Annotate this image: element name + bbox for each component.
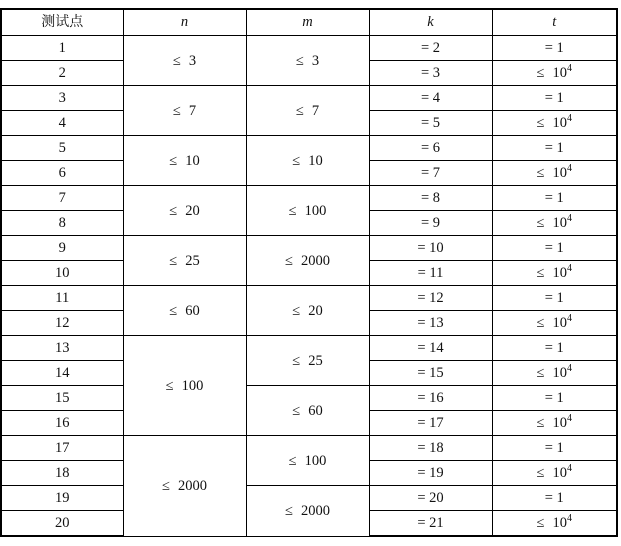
t-base: 10: [552, 415, 567, 431]
table-row: [1, 236, 617, 261]
t-number: 1: [556, 290, 564, 306]
t-exponent: 4: [566, 513, 572, 524]
t-operator: =: [544, 140, 553, 156]
m-constraint-operator: ≤: [292, 302, 301, 319]
n-constraint-operator: ≤: [172, 102, 181, 119]
k-number: 21: [429, 515, 444, 531]
test-point-id: 17: [1, 436, 123, 461]
k-value: [369, 511, 492, 537]
m-constraint: [246, 436, 369, 486]
n-constraint: [123, 336, 246, 436]
t-value: [492, 486, 617, 511]
k-operator: =: [420, 190, 430, 206]
n-constraint: [123, 286, 246, 336]
t-value: [492, 186, 617, 211]
k-value: [369, 111, 492, 136]
n-constraint-operator: ≤: [165, 377, 174, 394]
t-value: [492, 336, 617, 361]
k-value: [369, 436, 492, 461]
k-value: [369, 311, 492, 336]
k-value: [369, 161, 492, 186]
k-operator: =: [417, 365, 426, 381]
k-number: 6: [432, 140, 441, 156]
t-value: [492, 111, 617, 136]
t-operator: ≤: [536, 465, 545, 481]
n-constraint-operator: ≤: [169, 252, 178, 269]
t-base: 10: [552, 265, 567, 281]
table-row: [1, 336, 617, 361]
test-point-id: 18: [1, 461, 123, 486]
t-base: 10: [552, 315, 567, 331]
t-operator: =: [544, 90, 553, 106]
k-number: 7: [432, 165, 441, 181]
t-value: [492, 511, 617, 537]
t-exponent: 4: [566, 313, 572, 324]
t-base: 10: [552, 115, 567, 131]
test-point-id: 2: [1, 61, 123, 86]
n-constraint: [123, 436, 246, 537]
test-point-id: 13: [1, 336, 123, 361]
k-value: [369, 61, 492, 86]
t-exponent: 4: [566, 363, 572, 374]
t-base: 10: [552, 365, 567, 381]
k-number: 5: [432, 115, 441, 131]
t-value: [492, 436, 617, 461]
k-value: [369, 461, 492, 486]
k-operator: =: [417, 290, 426, 306]
t-number: 1: [556, 140, 564, 156]
t-value: [492, 136, 617, 161]
t-operator: ≤: [536, 365, 545, 381]
k-number: 18: [429, 440, 444, 456]
m-constraint: [246, 486, 369, 537]
t-operator: =: [544, 240, 553, 256]
t-value: [492, 211, 617, 236]
k-number: 3: [432, 65, 441, 81]
t-number: 1: [556, 90, 564, 106]
t-value: [492, 36, 617, 61]
k-operator: =: [420, 90, 430, 106]
m-constraint-operator: ≤: [292, 152, 301, 169]
t-exponent: 4: [566, 63, 572, 74]
table-header-row: [1, 9, 617, 36]
m-constraint-value: 2000: [300, 502, 330, 519]
n-constraint-operator: ≤: [172, 52, 181, 69]
t-exponent: 4: [566, 263, 572, 274]
k-operator: =: [417, 515, 426, 531]
m-constraint: [246, 386, 369, 436]
t-base: 10: [552, 165, 567, 181]
t-base: 10: [552, 65, 567, 81]
test-point-id: 19: [1, 486, 123, 511]
n-constraint: [123, 236, 246, 286]
k-operator: =: [420, 40, 430, 56]
n-constraint: [123, 136, 246, 186]
header-n: n: [123, 9, 246, 36]
m-constraint-operator: ≤: [285, 502, 293, 519]
k-operator: =: [420, 165, 430, 181]
k-value: [369, 236, 492, 261]
m-constraint-value: 25: [308, 352, 323, 369]
t-value: [492, 411, 617, 436]
k-value: [369, 386, 492, 411]
t-operator: =: [544, 340, 553, 356]
n-constraint-value: 25: [185, 252, 200, 269]
header-t: t: [492, 9, 617, 36]
k-value: [369, 286, 492, 311]
n-constraint: [123, 36, 246, 86]
k-value: [369, 361, 492, 386]
t-operator: ≤: [536, 265, 545, 281]
m-constraint: [246, 36, 369, 86]
k-number: 13: [429, 315, 444, 331]
m-constraint: [246, 86, 369, 136]
k-number: 19: [429, 465, 444, 481]
t-operator: ≤: [536, 415, 545, 431]
header-test-point: 测试点: [1, 9, 123, 36]
k-operator: =: [417, 390, 426, 406]
k-number: 8: [432, 190, 441, 206]
t-operator: =: [544, 40, 553, 56]
m-constraint-operator: ≤: [285, 252, 293, 269]
m-constraint-operator: ≤: [295, 102, 304, 119]
t-operator: =: [544, 190, 553, 206]
k-operator: =: [417, 490, 426, 506]
table-row: [1, 386, 617, 411]
m-constraint-value: 3: [311, 52, 320, 69]
table-row: [1, 486, 617, 511]
t-number: 1: [556, 440, 564, 456]
n-constraint-value: 3: [188, 52, 197, 69]
k-operator: =: [417, 415, 426, 431]
test-point-id: 16: [1, 411, 123, 436]
t-number: 1: [556, 490, 564, 506]
k-number: 10: [429, 240, 444, 256]
test-point-id: 11: [1, 286, 123, 311]
test-point-id: 10: [1, 261, 123, 286]
t-number: 1: [556, 340, 564, 356]
t-value: [492, 461, 617, 486]
k-value: [369, 86, 492, 111]
table-row: [1, 86, 617, 111]
t-value: [492, 86, 617, 111]
t-operator: ≤: [536, 165, 545, 181]
t-operator: ≤: [536, 315, 545, 331]
t-value: [492, 236, 617, 261]
table-row: [1, 136, 617, 161]
m-constraint-operator: ≤: [295, 52, 304, 69]
t-base: 10: [552, 515, 567, 531]
t-value: [492, 161, 617, 186]
t-operator: =: [544, 290, 553, 306]
k-value: [369, 411, 492, 436]
test-point-id: 20: [1, 511, 123, 537]
test-point-id: 5: [1, 136, 123, 161]
m-constraint-value: 10: [308, 152, 323, 169]
t-operator: ≤: [536, 115, 545, 131]
test-point-id: 8: [1, 211, 123, 236]
header-m: m: [246, 9, 369, 36]
k-number: 20: [429, 490, 444, 506]
n-constraint-operator: ≤: [162, 477, 170, 494]
n-constraint-value: 20: [185, 202, 200, 219]
t-exponent: 4: [566, 213, 572, 224]
k-number: 16: [429, 390, 444, 406]
header-k: k: [369, 9, 492, 36]
t-value: [492, 261, 617, 286]
m-constraint-operator: ≤: [292, 402, 301, 419]
n-constraint-value: 2000: [177, 477, 207, 494]
table-row: [1, 36, 617, 61]
test-point-id: 6: [1, 161, 123, 186]
k-value: [369, 136, 492, 161]
test-point-id: 7: [1, 186, 123, 211]
t-number: 1: [556, 240, 564, 256]
n-constraint-value: 100: [181, 377, 204, 394]
t-exponent: 4: [566, 463, 572, 474]
test-point-id: 12: [1, 311, 123, 336]
t-value: [492, 311, 617, 336]
k-operator: =: [417, 315, 426, 331]
k-value: [369, 186, 492, 211]
t-operator: ≤: [536, 515, 545, 531]
test-point-id: 14: [1, 361, 123, 386]
t-number: 1: [556, 40, 564, 56]
n-constraint: [123, 186, 246, 236]
k-value: [369, 211, 492, 236]
table-row: [1, 436, 617, 461]
t-value: [492, 361, 617, 386]
k-operator: =: [417, 465, 426, 481]
t-base: 10: [552, 215, 567, 231]
table-row: [1, 286, 617, 311]
m-constraint-value: 60: [308, 402, 323, 419]
test-point-id: 9: [1, 236, 123, 261]
t-value: [492, 386, 617, 411]
n-constraint-operator: ≤: [169, 202, 178, 219]
m-constraint-value: 100: [304, 202, 327, 219]
m-constraint-operator: ≤: [292, 352, 301, 369]
m-constraint-operator: ≤: [288, 202, 297, 219]
k-value: [369, 261, 492, 286]
t-number: 1: [556, 190, 564, 206]
m-constraint: [246, 286, 369, 336]
m-constraint: [246, 136, 369, 186]
t-operator: ≤: [536, 215, 545, 231]
m-constraint: [246, 336, 369, 386]
t-exponent: 4: [566, 113, 572, 124]
k-number: 11: [429, 265, 444, 281]
n-constraint-value: 7: [188, 102, 197, 119]
k-number: 12: [429, 290, 444, 306]
k-value: [369, 486, 492, 511]
k-operator: =: [417, 240, 426, 256]
t-exponent: 4: [566, 413, 572, 424]
k-number: 2: [432, 40, 441, 56]
table-row: [1, 186, 617, 211]
k-operator: =: [420, 140, 430, 156]
k-operator: =: [417, 265, 426, 281]
k-operator: =: [420, 65, 430, 81]
m-constraint-value: 2000: [300, 252, 330, 269]
test-point-id: 15: [1, 386, 123, 411]
k-operator: =: [420, 215, 430, 231]
k-number: 4: [432, 90, 441, 106]
t-operator: ≤: [536, 65, 545, 81]
test-point-id: 4: [1, 111, 123, 136]
k-number: 9: [432, 215, 441, 231]
n-constraint-operator: ≤: [169, 152, 178, 169]
test-point-id: 3: [1, 86, 123, 111]
k-operator: =: [420, 115, 430, 131]
k-number: 14: [429, 340, 444, 356]
k-value: [369, 336, 492, 361]
m-constraint-operator: ≤: [288, 452, 297, 469]
t-base: 10: [552, 465, 567, 481]
test-point-id: 1: [1, 36, 123, 61]
m-constraint-value: 20: [308, 302, 323, 319]
m-constraint-value: 100: [304, 452, 327, 469]
k-operator: =: [417, 440, 426, 456]
m-constraint: [246, 186, 369, 236]
m-constraint-value: 7: [311, 102, 320, 119]
n-constraint: [123, 86, 246, 136]
test-data-table: [0, 8, 618, 537]
table-body: [1, 36, 617, 537]
t-operator: =: [544, 440, 553, 456]
t-operator: =: [544, 490, 553, 506]
n-constraint-value: 60: [185, 302, 200, 319]
k-number: 17: [429, 415, 444, 431]
t-operator: =: [544, 390, 553, 406]
k-number: 15: [429, 365, 444, 381]
k-value: [369, 36, 492, 61]
t-number: 1: [556, 390, 564, 406]
n-constraint-value: 10: [185, 152, 200, 169]
t-value: [492, 61, 617, 86]
t-value: [492, 286, 617, 311]
n-constraint-operator: ≤: [169, 302, 178, 319]
m-constraint: [246, 236, 369, 286]
k-operator: =: [417, 340, 426, 356]
t-exponent: 4: [566, 163, 572, 174]
